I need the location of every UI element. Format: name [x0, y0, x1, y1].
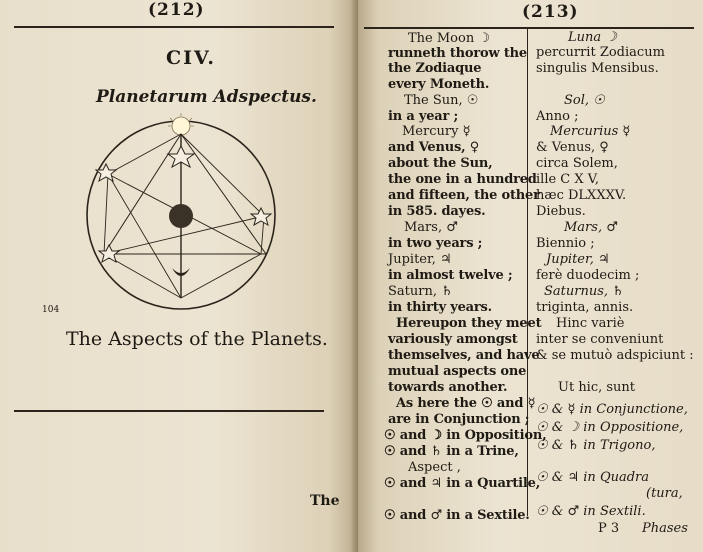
english-line: mutual aspects one	[388, 364, 527, 379]
earth-icon	[169, 204, 193, 228]
english-line: and Venus, ♀	[388, 140, 480, 155]
latin-line: ☉ & ♂ in Sextili.	[536, 504, 646, 519]
english-line: ☉ and ☽ in Opposition,	[384, 428, 547, 443]
page-number-left: (212)	[148, 0, 205, 20]
latin-title: Planetarum Adspectus.	[96, 87, 317, 107]
english-line: Mars, ♂	[404, 220, 458, 235]
english-line: in a year ;	[388, 109, 459, 124]
english-line: Saturn, ♄	[388, 284, 453, 299]
english-line: runneth thorow the	[388, 46, 527, 61]
english-line: The Moon ☽	[408, 31, 490, 46]
english-line: ☉ and ♄ in a Trine,	[384, 444, 519, 459]
english-line: The Sun, ☉	[404, 93, 479, 108]
latin-line: (tura,	[646, 486, 683, 501]
latin-line: ☉ & ☿ in Conjunctione,	[536, 402, 688, 417]
english-line: are in Conjunction ;	[388, 412, 530, 427]
english-line: the Zodiaque	[388, 61, 482, 76]
english-line: about the Sun,	[388, 156, 493, 171]
signature-mark: P 3	[598, 521, 620, 536]
page-number-right: (213)	[522, 2, 579, 22]
latin-line: Luna ☽	[568, 30, 617, 45]
right-page	[358, 0, 703, 552]
catchword: The	[310, 493, 340, 509]
latin-line: & se mutuò adspiciunt :	[536, 348, 694, 363]
latin-line: hæc DLXXXV.	[536, 188, 627, 203]
english-line: the one in a hundred	[388, 172, 537, 187]
latin-line: ferè duodecim ;	[536, 268, 640, 283]
header-rule-left	[14, 26, 334, 28]
latin-line: Sol, ☉	[564, 93, 605, 108]
latin-line: Saturnus, ♄	[544, 284, 624, 299]
latin-line: ☉ & ☽ in Oppositione,	[536, 420, 684, 435]
english-line: As here the ☉ and ☿	[396, 396, 536, 411]
english-title: The Aspects of the Planets.	[66, 328, 328, 350]
catchword-right: Phases	[642, 521, 688, 536]
latin-line: Mars, ♂	[564, 220, 618, 235]
latin-line: Mercurius ☿	[550, 124, 631, 139]
latin-line: inter se conveniunt	[536, 332, 664, 347]
english-line: towards another.	[388, 380, 508, 395]
english-line: every Moneth.	[388, 77, 490, 92]
english-line: ☉ and ♃ in a Quartile,	[384, 476, 541, 491]
english-line: Aspect ,	[408, 460, 461, 475]
latin-line: Biennio ;	[536, 236, 595, 251]
latin-line: ille C X V,	[536, 172, 600, 187]
header-rule-right	[364, 27, 694, 29]
latin-line: percurrit Zodiacum	[536, 45, 665, 60]
english-line: and fifteen, the other	[388, 188, 540, 203]
latin-line: ☉ & ♃ in Quadra	[536, 470, 650, 485]
latin-line: Jupiter, ♃	[546, 252, 610, 267]
english-line: variously amongst	[388, 332, 518, 347]
chapter-number: CIV.	[166, 47, 217, 69]
latin-line: & Venus, ♀	[536, 140, 609, 155]
planet-stars	[96, 146, 271, 262]
english-line: in 585. dayes.	[388, 204, 486, 219]
english-line: in thirty years.	[388, 300, 492, 315]
english-line: in two years ;	[388, 236, 483, 251]
latin-line: triginta, annis.	[536, 300, 634, 315]
aspect-diagram	[76, 112, 286, 312]
english-line: Mercury ☿	[402, 124, 471, 139]
latin-line: ☉ & ♄ in Trigono,	[536, 438, 656, 453]
english-line: themselves, and have	[388, 348, 540, 363]
english-line: Jupiter, ♃	[388, 252, 452, 267]
english-line: ☉ and ♂ in a Sextile.	[384, 508, 530, 523]
latin-line: Ut hic, sunt	[558, 380, 636, 395]
latin-line: Diebus.	[536, 204, 586, 219]
margin-number: 104	[42, 305, 60, 315]
section-rule	[14, 410, 324, 412]
english-line: in almost twelve ;	[388, 268, 513, 283]
latin-line: Hinc variè	[556, 316, 625, 331]
english-line: Hereupon they meet	[396, 316, 542, 331]
latin-line: singulis Mensibus.	[536, 61, 659, 76]
sun-icon	[172, 117, 190, 135]
latin-line: Anno ;	[536, 109, 579, 124]
latin-line: circa Solem,	[536, 156, 618, 171]
